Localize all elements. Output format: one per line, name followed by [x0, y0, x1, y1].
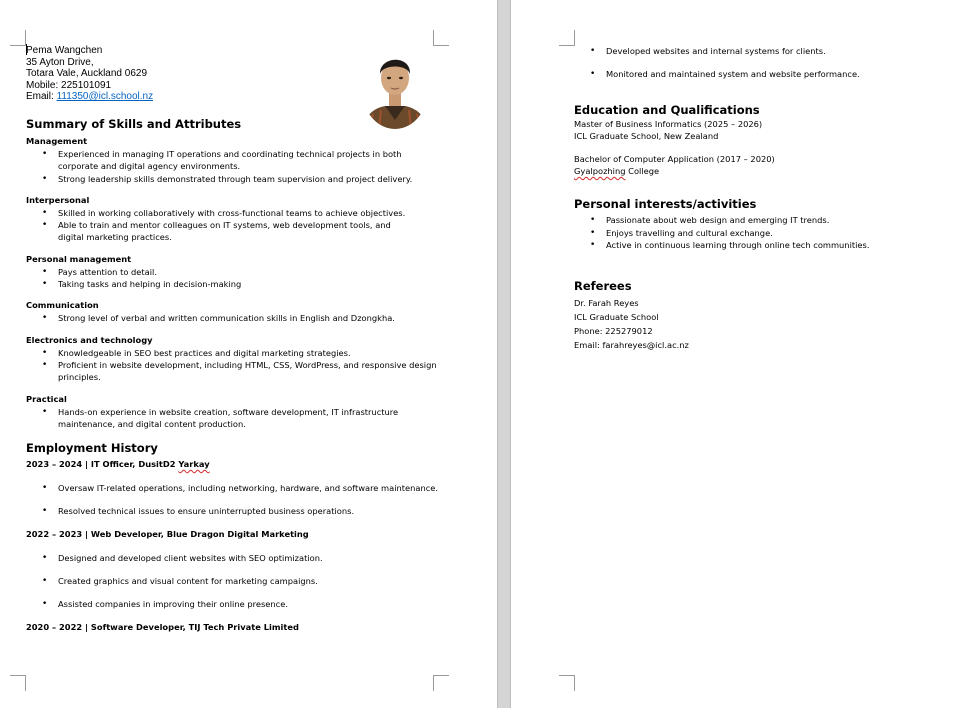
- contact-email-label: Email:: [26, 91, 57, 103]
- job-heading-3: 2020 – 2022 | Software Developer, TIJ Tech Private Limited: [26, 621, 299, 632]
- list-item: • Created graphics and visual content for marketing campaigns.: [26, 575, 466, 587]
- page2-content: [574, 45, 944, 352]
- referee-organisation: ICL Graduate School: [574, 312, 659, 323]
- list-item: • Strong level of verbal and written communication skills in English and Dzongkha.: [26, 312, 466, 324]
- referees-title: Referees: [574, 279, 632, 294]
- list-item: • Proficient in website development, including HTML, CSS, WordPress, and responsive design principles.: [26, 359, 438, 384]
- job-heading-1-company: Yarkay: [178, 459, 210, 470]
- employment-title: Employment History: [26, 441, 158, 456]
- list-item: • Developed websites and internal systems for clients.: [574, 45, 944, 57]
- education-school-2-name: Gyalpozhing: [574, 166, 626, 177]
- skill-list-interpersonal: [26, 207, 466, 244]
- skill-list-practical: [26, 406, 466, 431]
- job-heading-1: [26, 459, 466, 470]
- referee-name: Dr. Farah Reyes: [574, 298, 639, 309]
- list-item: • Knowledgeable in SEO best practices and digital marketing strategies.: [26, 347, 466, 359]
- skill-heading-personal-management: Personal management: [26, 253, 132, 264]
- crop-mark: [433, 30, 449, 46]
- job-list-3: [574, 45, 944, 81]
- contact-name: Pema Wangchen: [26, 45, 103, 56]
- education-degree-1: Master of Business Informatics (2025 – 2026): [574, 118, 763, 129]
- list-item: • Passionate about web design and emerging IT trends.: [574, 214, 944, 226]
- crop-mark: [559, 30, 575, 46]
- contact-block: [26, 44, 346, 103]
- contact-address-line2: Totara Vale, Auckland 0629: [26, 68, 148, 80]
- education-degree-2: Bachelor of Computer Application (2017 – 2020): [574, 154, 775, 164]
- skill-heading-management: Management: [26, 136, 88, 146]
- education-school-2: [574, 165, 944, 177]
- list-item: • Designed and developed client websites with SEO optimization.: [26, 552, 466, 564]
- job-list-1: [26, 482, 466, 518]
- list-item: • Assisted companies in improving their online presence.: [26, 598, 466, 610]
- contact-address-line1: 35 Ayton Drive,: [26, 56, 94, 68]
- referee-email: Email: farahreyes@icl.ac.nz: [574, 340, 689, 351]
- skill-heading-communication: Communication: [26, 300, 99, 311]
- list-item: • Experienced in managing IT operations and coordinating technical projects in both corporate and digital agency environments.: [26, 148, 438, 173]
- crop-mark: [433, 675, 449, 691]
- list-item: • Active in continuous learning through online tech communities.: [574, 239, 944, 251]
- referee-phone: Phone: 225279012: [574, 326, 653, 337]
- interests-title: Personal interests/activities: [574, 197, 757, 212]
- list-item: • Oversaw IT-related operations, including networking, hardware, and software maintenance.: [26, 482, 466, 494]
- list-item: • Enjoys travelling and cultural exchange.: [574, 227, 944, 239]
- skill-list-personal-management: [26, 266, 466, 291]
- job-heading-1-text: 2023 – 2024 | IT Officer, DusitD2: [26, 459, 179, 470]
- skill-list-electronics: [26, 347, 466, 384]
- skill-heading-practical: Practical: [26, 393, 67, 404]
- document-page-2[interactable]: [511, 0, 955, 708]
- job-list-2: [26, 552, 466, 611]
- list-item: • Taking tasks and helping in decision-making: [26, 278, 466, 290]
- interests-list: [574, 214, 944, 251]
- list-item: • Skilled in working collaboratively with cross-functional teams to achieve objectives.: [26, 207, 466, 219]
- education-title: Education and Qualifications: [574, 102, 760, 117]
- list-item: • Monitored and maintained system and website performance.: [574, 68, 944, 80]
- crop-mark: [10, 30, 26, 46]
- crop-mark: [559, 675, 575, 691]
- skill-heading-interpersonal: Interpersonal: [26, 194, 90, 205]
- skills-section: [26, 117, 466, 633]
- contact-mobile: Mobile: 225101091: [26, 79, 112, 91]
- list-item: • Strong leadership skills demonstrated through team supervision and project delivery.: [26, 173, 466, 185]
- education-school-2-suffix: College: [625, 166, 660, 177]
- skill-list-management: [26, 148, 466, 185]
- list-item: • Resolved technical issues to ensure uninterrupted business operations.: [26, 505, 466, 517]
- skill-heading-electronics: Electronics and technology: [26, 334, 153, 345]
- job-heading-2: 2022 – 2023 | Web Developer, Blue Dragon Digital Marketing: [26, 528, 309, 539]
- skills-title: Summary of Skills and Attributes: [26, 117, 242, 131]
- crop-mark: [10, 675, 26, 691]
- education-school-1: ICL Graduate School, New Zealand: [574, 130, 719, 141]
- list-item: • Pays attention to detail.: [26, 266, 466, 278]
- skill-list-communication: [26, 312, 466, 324]
- contact-email-link[interactable]: 111350@icl.school.nz: [56, 91, 154, 103]
- list-item: • Hands-on experience in website creation, software development, IT infrastructure maintenance, and digital content production.: [26, 406, 403, 431]
- list-item: • Able to train and mentor colleagues on IT systems, web development tools, and digital marketing practices.: [26, 219, 418, 244]
- page-gap: [497, 0, 511, 708]
